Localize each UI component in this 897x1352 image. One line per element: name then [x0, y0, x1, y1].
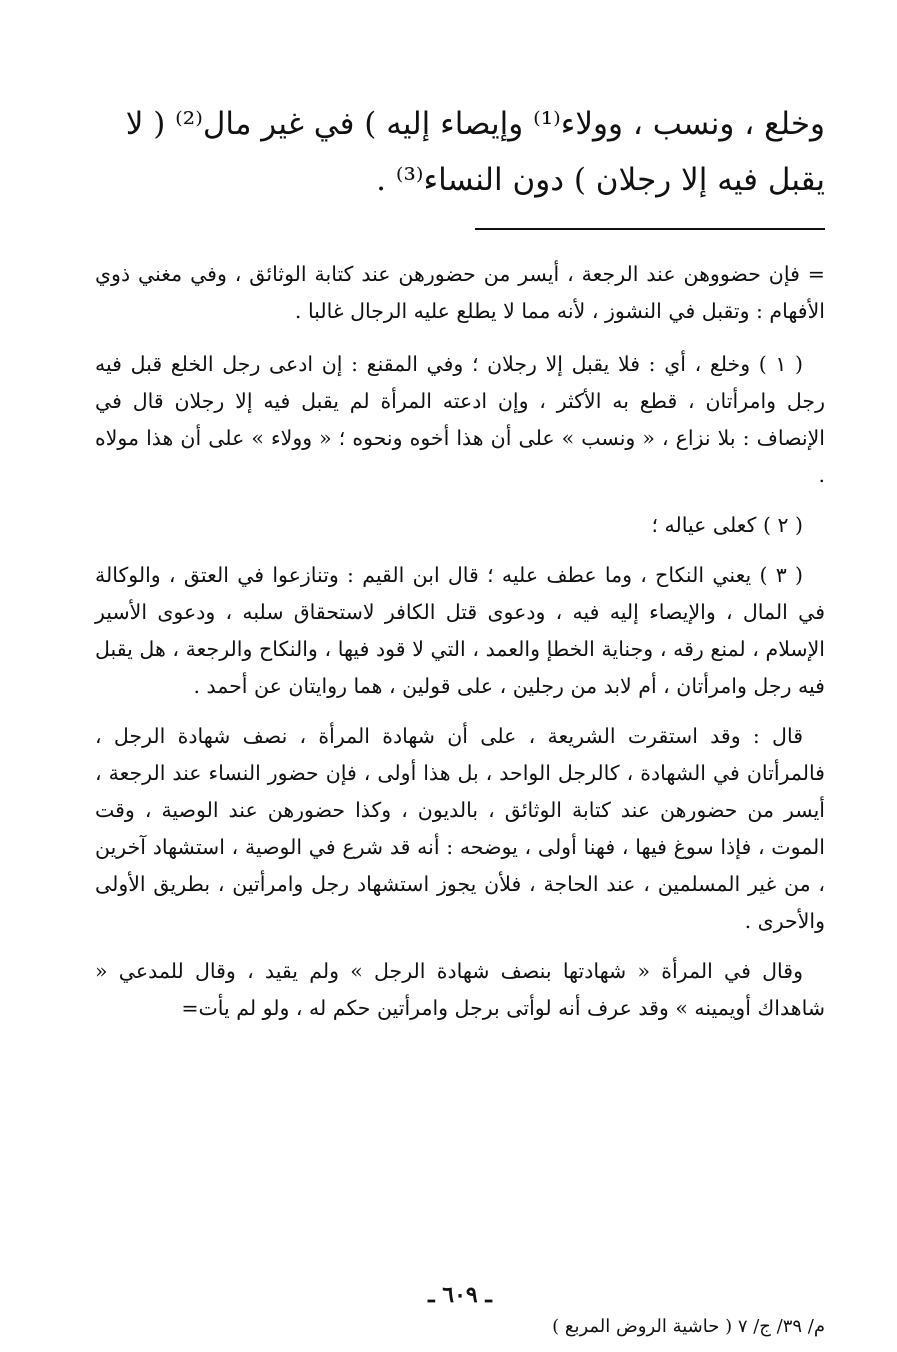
page-number: ـ ٦٠٩ ـ — [428, 1282, 492, 1308]
footnotes — [95, 256, 825, 1027]
footnote-paragraph-quote: قال : وقد استقرت الشريعة ، على أن شهادة المرأة ، نصف شهادة الرجل ، فالمرأتان في الشهادة ، كالرجل الواحد ، بل هذا أولى ، فإن حضور النساء عند الرجعة ، أيسر من حضورهن عند كتابة الوثائق ، بالديون ، وكذا حضورهن عند الوصية ، وقت الموت ، فإذا سوغ فيها ، فهنا أولى ، يوضحه : أنه قد شرع في الوصية ، استشهاد آخرين ، من غير المسلمين ، عند الحاجة ، فلأن يجوز استشهاد رجل وامرأتين ، بطريق الأولى والأحرى . — [95, 724, 825, 933]
footnote-3: ( ٣ ) يعني النكاح ، وما عطف عليه ؛ قال ابن القيم : وتنازعوا في العتق ، والوكالة في المال ، والإيصاء إليه فيه ، ودعوى قتل الكافر لاستحقاق سلبه ، ودعوى الأسير الإسلام ، لمنع رقه ، وجناية الخطإ والعمد ، التي لا قود فيها ، والنكاح والرجعة ، هل يقبل فيه رجل وامرأتان ، أم لابد من رجلين ، على قولين ، هما روايتان عن أحمد . — [95, 563, 825, 698]
document-page — [95, 96, 825, 1352]
main-text-line-1: وخلع ، ونسب ، وولاء⁽¹⁾ وإيصاء إليه ) في غير مال⁽²⁾ ( لا — [125, 106, 825, 142]
main-text-line-2: يقبل فيه إلا رجلان ) دون النساء⁽³⁾ . — [376, 162, 825, 198]
main-text — [95, 96, 825, 208]
footnote-1: ( ١ ) وخلع ، أي : فلا يقبل إلا رجلان ؛ وفي المقنع : إن ادعى رجل الخلع قبل فيه رجل وامرأتان ، قطع به الأكثر ، وإن ادعته المرأة لم يقبل فيه إلا رجلان قال في الإنصاف : بلا نزاع ، « ونسب » على أن هذا أخوه ونحوه ؛ « وولاء » على أن هذا مولاه . — [95, 352, 825, 487]
footnote-paragraph-final: وقال في المرأة « شهادتها بنصف شهادة الرجل » ولم يقيد ، وقال للمدعي « شاهداك أويمينه » وقد عرف أنه لوأتى برجل وامرأتين حكم له ، ولو لم يأت= — [95, 959, 825, 1020]
print-signature: م/ ٣٩/ ج/ ٧ ( حاشية الروض المربع ) — [552, 1316, 825, 1337]
footnote-continuation: = فإن حضووهن عند الرجعة ، أيسر من حضورهن عند كتابة الوثائق ، وفي مغني ذوي الأفهام : وتقبل في النشوز ، لأنه مما لا يطلع عليه الرجال غالبا . — [95, 262, 825, 323]
footnote-separator — [475, 228, 825, 230]
footnote-2: ( ٢ ) كعلى عياله ؛ — [651, 513, 803, 537]
